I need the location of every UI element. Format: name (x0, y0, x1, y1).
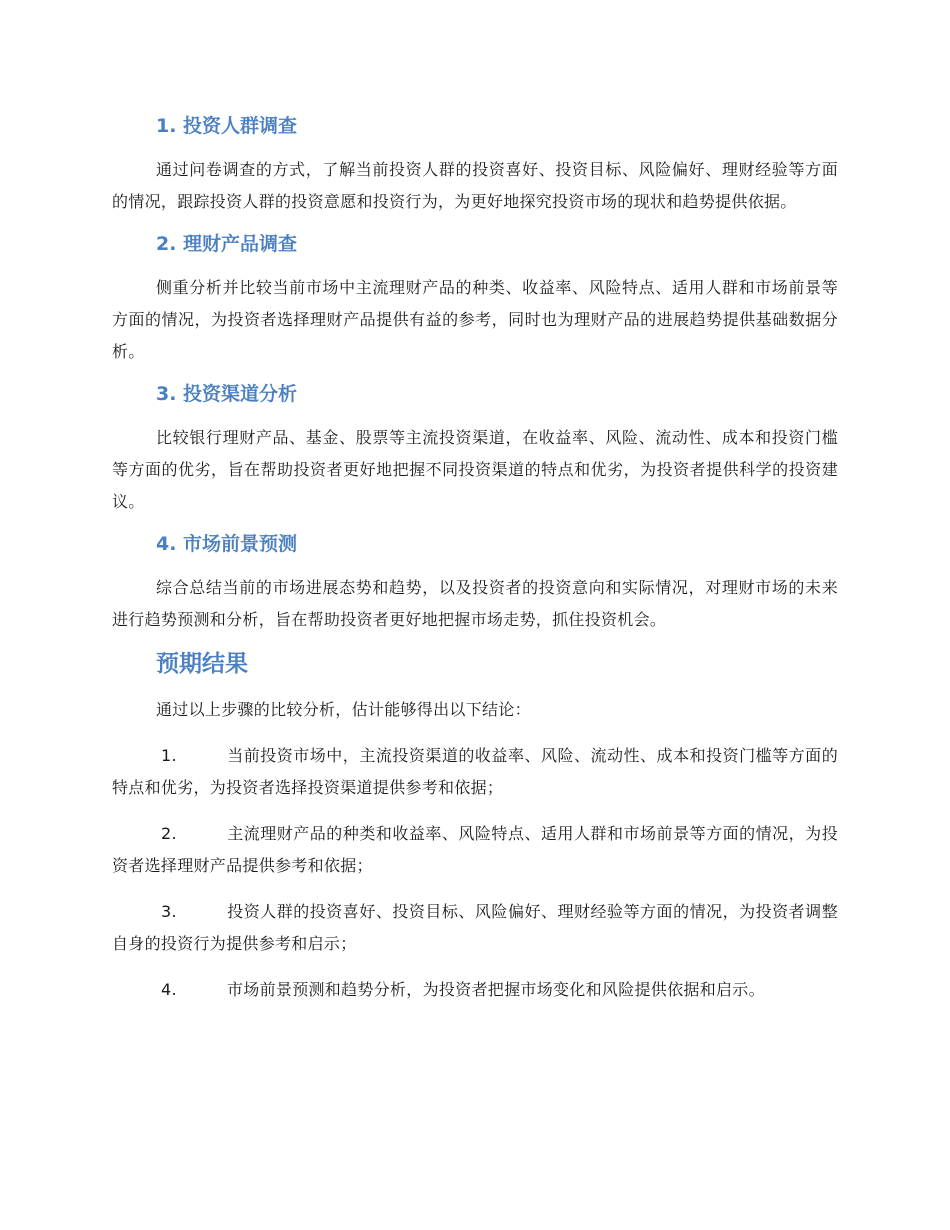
section-body-product-survey: 侧重分析并比较当前市场中主流理财产品的种类、收益率、风险特点、适用人群和市场前景等方面的情况，为投资者选择理财产品提供有益的参考，同时也为理财产品的进展趋势提供基础数据分析。 (112, 278, 838, 361)
results-list-item (112, 818, 838, 882)
section-body-market-forecast: 综合总结当前的市场进展态势和趋势，以及投资者的投资意向和实际情况，对理财市场的未来进行趋势预测和分析，旨在帮助投资者更好地把握市场走势，抓住投资机会。 (112, 578, 838, 629)
list-item-text: 主流理财产品的种类和收益率、风险特点、适用人群和市场前景等方面的情况，为投资者选择理财产品提供参考和依据； (112, 824, 838, 875)
section-heading-investor-survey: 1. 投资人群调查 (156, 115, 298, 137)
list-item-number: 4. (161, 980, 177, 999)
results-list-item (112, 740, 838, 804)
list-item-text: 投资人群的投资喜好、投资目标、风险偏好、理财经验等方面的情况，为投资者调整自身的投资行为提供参考和启示； (112, 902, 838, 953)
results-list-item (112, 974, 838, 1006)
results-list-item (112, 896, 838, 960)
results-heading: 预期结果 (156, 651, 248, 677)
section-heading-channel-analysis: 3. 投资渠道分析 (156, 383, 298, 405)
list-item-number: 2. (161, 824, 177, 843)
list-item-text: 当前投资市场中，主流投资渠道的收益率、风险、流动性、成本和投资门槛等方面的特点和优劣，为投资者选择投资渠道提供参考和依据； (112, 746, 838, 797)
section-heading-product-survey: 2. 理财产品调查 (156, 233, 298, 255)
list-item-number: 3. (161, 902, 177, 921)
results-intro: 通过以上步骤的比较分析，估计能够得出以下结论： (156, 700, 531, 719)
section-body-investor-survey: 通过问卷调查的方式，了解当前投资人群的投资喜好、投资目标、风险偏好、理财经验等方面的情况，跟踪投资人群的投资意愿和投资行为，为更好地探究投资市场的现状和趋势提供依据。 (112, 160, 838, 211)
section-heading-market-forecast: 4. 市场前景预测 (156, 533, 298, 555)
list-item-text: 市场前景预测和趋势分析，为投资者把握市场变化和风险提供依据和启示。 (227, 980, 765, 999)
list-item-number: 1. (161, 746, 177, 765)
section-body-channel-analysis: 比较银行理财产品、基金、股票等主流投资渠道，在收益率、风险、流动性、成本和投资门槛等方面的优劣，旨在帮助投资者更好地把握不同投资渠道的特点和优劣，为投资者提供科学的投资建议。 (112, 428, 838, 511)
